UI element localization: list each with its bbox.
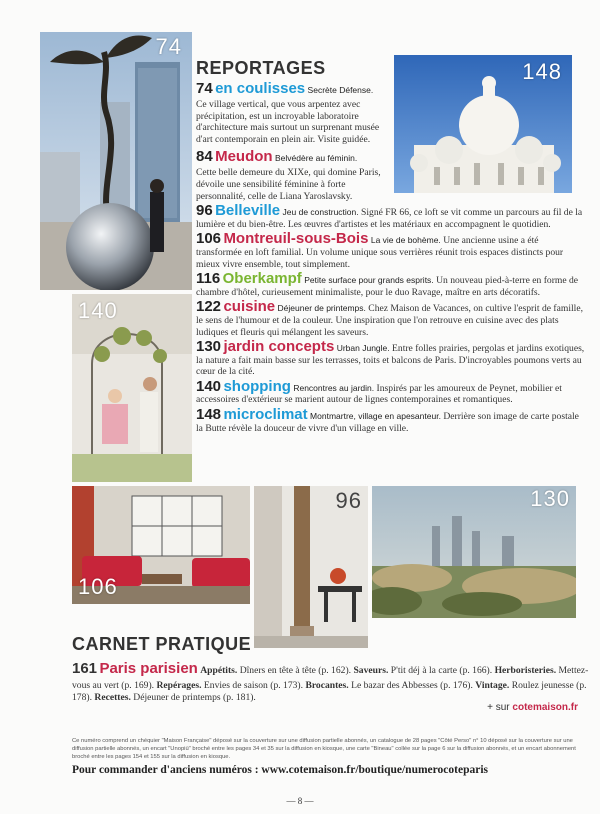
entry-subtitle: Déjeuner de printemps. bbox=[277, 303, 366, 314]
photo-loft-belleville bbox=[254, 486, 368, 648]
entry-subtitle: Belvédère au féminin. bbox=[275, 153, 358, 164]
photo-jardin-toit bbox=[372, 486, 576, 618]
entry-title[interactable]: jardin concepts bbox=[223, 338, 335, 356]
page-folio: — 8 — bbox=[286, 796, 314, 806]
carnet-block bbox=[72, 660, 592, 705]
entry-title[interactable]: cuisine bbox=[223, 298, 276, 316]
carnet-headline[interactable]: Paris parisien bbox=[99, 660, 198, 677]
entry-subtitle: Petite surface pour grands esprits. bbox=[304, 275, 434, 286]
entry-number[interactable]: 74 bbox=[196, 80, 213, 97]
entry-148 bbox=[196, 406, 586, 434]
entry-106 bbox=[196, 230, 586, 270]
page-number-96: 96 bbox=[335, 488, 362, 513]
la-defense-illustration bbox=[40, 32, 192, 290]
promo-link[interactable]: cotemaison.fr bbox=[512, 702, 578, 713]
carnet-item: Herboristeries. Mettez-vous au vert (p. 169). bbox=[72, 665, 589, 691]
fine-print: Ce numéro comprend un chéquier "Maison Française" déposé sur la couverture sur une diffusion partielle abonnés, un catalogue de 28 pages "Côté Perso" n° 10 déposé sur la couverture sur une diffusion partielle abonnés, un encart "Unopiù" broché entre les pages 34 et 35 sur la diffusion en kiosque, une carte "Bineau" collée sur la page 6 sur la diffusion abonnés, et un encart abonnement broché entre les pages 154 et 155 sur la diffusion en kiosque. bbox=[72, 737, 576, 760]
entry-title[interactable]: Belleville bbox=[215, 202, 281, 220]
entry-number[interactable]: 140 bbox=[196, 377, 222, 395]
photo-jardin-couple bbox=[72, 294, 192, 482]
entry-number[interactable]: 122 bbox=[196, 298, 222, 316]
entry-number[interactable]: 106 bbox=[196, 230, 222, 248]
entry-84 bbox=[196, 148, 392, 202]
entry-title[interactable]: Oberkampf bbox=[222, 270, 302, 288]
entry-description: Un nouveau pied-à-terre en forme de chambre d'hôtel, curieusement minimaliste, pour le duo Ravage, maître en arts décoratifs. bbox=[196, 275, 579, 298]
entry-title[interactable]: Montreuil-sous-Bois bbox=[223, 230, 369, 248]
reportages-list bbox=[196, 80, 586, 437]
promo-prefix: + sur bbox=[487, 702, 513, 713]
carnet-item: Brocantes. Le bazar des Abbesses (p. 176). bbox=[305, 680, 473, 691]
page-number-130: 130 bbox=[530, 486, 570, 511]
carnet-item: Saveurs. P'tit déj à la carte (p. 166). bbox=[353, 665, 493, 676]
entry-number[interactable]: 130 bbox=[196, 338, 222, 356]
page-number-148: 148 bbox=[522, 59, 562, 84]
entry-subtitle: Secrète Défense. bbox=[307, 85, 374, 95]
entry-number[interactable]: 96 bbox=[196, 202, 213, 220]
entry-description: Ce village vertical, que vous arpentez avec précipitation, est un incroyable laboratoire d'architecture mais surtout un surprenant musée d'art contemporain en plein air. Visite guidée. bbox=[196, 99, 380, 145]
entry-title[interactable]: en coulisses bbox=[215, 80, 306, 97]
entry-subtitle: Jeu de construction. bbox=[282, 207, 359, 218]
entry-title[interactable]: shopping bbox=[223, 377, 291, 395]
page-number-106: 106 bbox=[78, 574, 118, 599]
photo-loft-montreuil bbox=[72, 486, 250, 604]
entry-title[interactable]: Meudon bbox=[215, 148, 273, 166]
entry-96 bbox=[196, 202, 586, 230]
entry-description: Signé FR 66, ce loft se vit comme un parcours au fil de la lumière et du bien-être. Les œuvres d'artistes et les matériaux en accompagnent le quotidien. bbox=[196, 207, 583, 230]
entry-subtitle: Urban Jungle. bbox=[336, 343, 390, 354]
page-number-140: 140 bbox=[78, 298, 118, 323]
reportages-heading: REPORTAGES bbox=[196, 58, 326, 78]
entry-number[interactable]: 148 bbox=[196, 406, 222, 424]
entry-description: Cette belle demeure du XIXe, qui domine Paris, dévoile une sensibilité féminine à forte personnalité, celle de Liana Yaroslavsky. bbox=[196, 167, 381, 202]
entry-subtitle: Montmartre, village en apesanteur. bbox=[310, 411, 441, 422]
carnet-item: Vintage. Roulez jeunesse (p. 178). bbox=[72, 680, 587, 704]
entry-subtitle: La vie de bohème. bbox=[370, 235, 441, 246]
carnet-number[interactable]: 161 bbox=[72, 660, 98, 677]
entry-122 bbox=[196, 298, 586, 338]
carnet-heading: CARNET PRATIQUE bbox=[72, 634, 252, 654]
entry-title[interactable]: microclimat bbox=[223, 406, 308, 424]
website-promo[interactable] bbox=[487, 702, 578, 713]
entry-number[interactable]: 84 bbox=[196, 148, 213, 166]
photo-la-defense bbox=[40, 32, 192, 290]
order-back-issues-link[interactable]: Pour commander d'anciens numéros : www.cotemaison.fr/boutique/numerocoteparis bbox=[72, 764, 489, 776]
entry-subtitle: Rencontres au jardin. bbox=[293, 382, 375, 393]
entry-description: Inspirés par les amoureux de Peynet, mobilier et accessoires d'extérieur se marient autour de lignes contemporaines et romantiques. bbox=[196, 382, 562, 406]
carnet-item: Appétits. Dîners en tête à tête (p. 162). bbox=[200, 665, 352, 676]
entry-number[interactable]: 116 bbox=[196, 270, 221, 288]
entry-74 bbox=[196, 80, 392, 145]
carnet-item: Repérages. Envies de saison (p. 173). bbox=[156, 680, 304, 691]
entry-description: Chez Maison de Vacances, on cultive l'esprit de famille, le sens de l'humour et de la couleur. Une inspiration que l'on retrouve en cuisine avec des plats ludiques et fleuris qui mélangent les saveurs. bbox=[196, 303, 583, 338]
entry-description: Une ancienne usine a été transformée en loft familial. Un volume unique sous verrières réunit trois espaces distincts pour mieux vivre ensemble, tout simplement. bbox=[196, 235, 564, 270]
entry-description: Entre folles prairies, pergolas et jardins exotiques, la nature a fait main basse sur les terrasses, toits et balcons de Paris. D'incroyables poumons verts au cœur de la cité. bbox=[196, 343, 585, 378]
page-number-74: 74 bbox=[155, 34, 182, 59]
entry-116 bbox=[196, 270, 586, 298]
entry-140 bbox=[196, 377, 586, 406]
carnet-item: Recettes. Déjeuner de printemps (p. 181). bbox=[94, 692, 256, 704]
entry-description: Derrière son image de carte postale la Butte révèle la douceur de vivre d'un village en ville. bbox=[196, 411, 579, 434]
entry-130 bbox=[196, 338, 586, 378]
